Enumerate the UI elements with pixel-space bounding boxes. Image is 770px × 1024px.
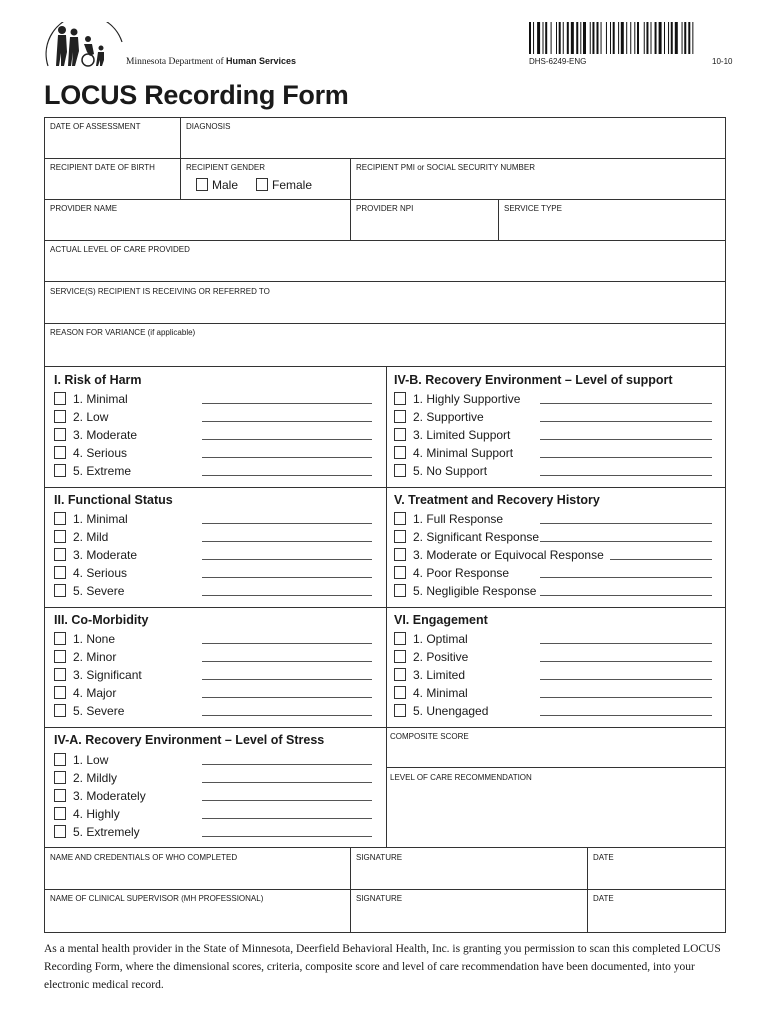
diagnosis-field[interactable]: DIAGNOSIS	[186, 122, 231, 131]
section-title: IV-B. Recovery Environment – Level of support	[394, 373, 673, 387]
option-row[interactable]	[54, 702, 374, 720]
option-row[interactable]	[394, 702, 714, 720]
supervisor-signature-field[interactable]: SIGNATURE	[356, 894, 403, 903]
option-row[interactable]	[394, 564, 714, 582]
provider-name-field[interactable]: PROVIDER NAME	[50, 204, 118, 213]
composite-score-field[interactable]: COMPOSITE SCORE	[390, 732, 469, 741]
option-checkbox[interactable]	[54, 825, 66, 838]
option-row[interactable]	[54, 751, 374, 769]
option-label: 2. Supportive	[413, 410, 484, 424]
option-label: 3. Limited	[413, 668, 466, 682]
option-checkbox[interactable]	[54, 789, 66, 802]
option-label: 4. Minimal	[413, 686, 468, 700]
option-row[interactable]	[54, 546, 374, 564]
option-row[interactable]	[54, 462, 374, 480]
gender-female-label: Female	[272, 178, 313, 192]
option-row[interactable]	[54, 444, 374, 462]
date-of-assessment-field[interactable]: DATE OF ASSESSMENT	[50, 122, 141, 131]
option-label: 4. Major	[73, 686, 117, 700]
option-checkbox[interactable]	[394, 446, 406, 459]
page-title: LOCUS Recording Form	[44, 80, 349, 110]
option-checkbox[interactable]	[394, 668, 406, 681]
option-row[interactable]	[394, 426, 714, 444]
option-row[interactable]	[394, 390, 714, 408]
option-label: 2. Significant Response	[413, 530, 540, 544]
option-row[interactable]	[394, 630, 714, 648]
option-label: 4. Minimal Support	[413, 446, 514, 460]
option-row[interactable]	[54, 564, 374, 582]
option-checkbox[interactable]	[54, 410, 66, 423]
option-row[interactable]	[54, 805, 374, 823]
option-checkbox[interactable]	[394, 512, 406, 525]
section-title: II. Functional Status	[54, 493, 173, 507]
option-label: 3. Moderately	[73, 789, 146, 803]
option-label: 3. Moderate	[73, 428, 138, 442]
option-checkbox[interactable]	[394, 410, 406, 423]
option-checkbox[interactable]	[54, 512, 66, 525]
permission-note: As a mental health provider in the State of Minnesota, Deerfield Behavioral Health, Inc. is granting you permission to scan this completed LOCUS Recording Form, where the dimensional scores, criteria, composite score and level of care recommendation have been documented, into your electronic medical record.	[44, 943, 721, 991]
dhs-logo	[44, 22, 124, 68]
reason-for-variance-field[interactable]: REASON FOR VARIANCE (if applicable)	[50, 328, 196, 337]
option-label: 2. Positive	[413, 650, 469, 664]
option-row[interactable]	[394, 648, 714, 666]
barcode	[529, 22, 743, 54]
option-label: 4. Highly	[73, 807, 120, 821]
section-title: VI. Engagement	[394, 613, 488, 627]
option-label: 5. No Support	[413, 464, 488, 478]
option-row[interactable]	[394, 510, 714, 528]
option-checkbox[interactable]	[54, 668, 66, 681]
option-label: 5. Severe	[73, 584, 125, 598]
option-checkbox[interactable]	[54, 392, 66, 405]
option-checkbox[interactable]	[54, 807, 66, 820]
option-row[interactable]	[394, 582, 714, 600]
provider-npi-field[interactable]: PROVIDER NPI	[356, 204, 414, 213]
option-label: 3. Moderate or Equivocal Response	[413, 548, 604, 562]
option-row[interactable]	[54, 528, 374, 546]
option-label: 2. Mildly	[73, 771, 118, 785]
option-label: 2. Minor	[73, 650, 117, 664]
option-label: 5. Unengaged	[413, 704, 489, 718]
option-row[interactable]	[394, 666, 714, 684]
option-row[interactable]	[54, 408, 374, 426]
option-row[interactable]	[394, 546, 714, 564]
option-label: 4. Serious	[73, 566, 128, 580]
option-label: 4. Poor Response	[413, 566, 510, 580]
form-id: DHS-6249-ENG	[529, 57, 587, 66]
option-checkbox[interactable]	[394, 530, 406, 543]
supervisor-date-field[interactable]: DATE	[593, 894, 614, 903]
option-label: 3. Moderate	[73, 548, 138, 562]
option-checkbox[interactable]	[394, 704, 406, 717]
recipient-dob-field[interactable]: RECIPIENT DATE OF BIRTH	[50, 163, 155, 172]
option-row[interactable]	[394, 444, 714, 462]
option-checkbox[interactable]	[394, 650, 406, 663]
option-checkbox[interactable]	[54, 632, 66, 645]
level-of-care-recommendation-field[interactable]: LEVEL OF CARE RECOMMENDATION	[390, 773, 532, 782]
section-title: IV-A. Recovery Environment – Level of Stress	[54, 733, 325, 747]
option-checkbox[interactable]	[54, 548, 66, 561]
gender-male-label: Male	[212, 178, 239, 192]
option-checkbox[interactable]	[54, 584, 66, 597]
form-date: 10-10	[712, 57, 733, 66]
option-checkbox[interactable]	[54, 650, 66, 663]
option-checkbox[interactable]	[394, 584, 406, 597]
service-type-field[interactable]: SERVICE TYPE	[504, 204, 562, 213]
option-checkbox[interactable]	[54, 464, 66, 477]
option-row[interactable]	[54, 823, 374, 841]
option-checkbox[interactable]	[394, 686, 406, 699]
option-row[interactable]	[54, 648, 374, 666]
section-title: V. Treatment and Recovery History	[394, 493, 600, 507]
option-row[interactable]	[54, 684, 374, 702]
option-checkbox[interactable]	[54, 446, 66, 459]
section-title: I. Risk of Harm	[54, 373, 142, 387]
recipient-pmi-field[interactable]: RECIPIENT PMI or SOCIAL SECURITY NUMBER	[356, 163, 535, 172]
clinical-supervisor-field[interactable]: NAME OF CLINICAL SUPERVISOR (MH PROFESSIONAL)	[50, 894, 264, 903]
option-label: 1. Full Response	[413, 512, 504, 526]
option-label: 5. Extreme	[73, 464, 132, 478]
option-row[interactable]	[394, 408, 714, 426]
option-label: 5. Negligible Response	[413, 584, 537, 598]
option-label: 3. Limited Support	[413, 428, 511, 442]
option-row[interactable]	[54, 426, 374, 444]
option-checkbox[interactable]	[394, 428, 406, 441]
agency-name: Minnesota Department of Human Services	[126, 56, 297, 67]
option-row[interactable]	[54, 630, 374, 648]
gender-female-checkbox[interactable]	[256, 178, 268, 191]
option-checkbox[interactable]	[54, 428, 66, 441]
option-checkbox[interactable]	[54, 530, 66, 543]
section-title: III. Co-Morbidity	[54, 613, 149, 627]
option-row[interactable]	[394, 684, 714, 702]
option-checkbox[interactable]	[394, 632, 406, 645]
option-checkbox[interactable]	[394, 392, 406, 405]
option-label: 1. Minimal	[73, 392, 128, 406]
option-label: 1. Optimal	[413, 632, 468, 646]
option-row[interactable]	[54, 582, 374, 600]
option-row[interactable]	[54, 769, 374, 787]
option-row[interactable]	[394, 528, 714, 546]
gender-male-checkbox[interactable]	[196, 178, 208, 191]
actual-level-of-care-field[interactable]: ACTUAL LEVEL OF CARE PROVIDED	[50, 245, 190, 254]
services-receiving-field[interactable]: SERVICE(S) RECIPIENT IS RECEIVING OR REFERRED TO	[50, 287, 270, 296]
option-row[interactable]	[54, 510, 374, 528]
option-row[interactable]	[54, 666, 374, 684]
recipient-gender-label: RECIPIENT GENDER	[186, 163, 265, 172]
option-checkbox[interactable]	[54, 566, 66, 579]
option-checkbox[interactable]	[54, 686, 66, 699]
option-label: 1. None	[73, 632, 116, 646]
date-field[interactable]: DATE	[593, 853, 614, 862]
option-checkbox[interactable]	[54, 704, 66, 717]
option-label: 4. Serious	[73, 446, 128, 460]
option-row[interactable]	[54, 390, 374, 408]
option-row[interactable]	[394, 462, 714, 480]
option-label: 3. Significant	[73, 668, 142, 682]
option-row[interactable]	[54, 787, 374, 805]
option-label: 1. Minimal	[73, 512, 128, 526]
option-label: 1. Low	[73, 753, 109, 767]
option-checkbox[interactable]	[394, 548, 406, 561]
option-checkbox[interactable]	[394, 566, 406, 579]
option-label: 5. Extremely	[73, 825, 140, 839]
option-label: 2. Low	[73, 410, 109, 424]
option-label: 1. Highly Supportive	[413, 392, 521, 406]
option-checkbox[interactable]	[54, 753, 66, 766]
option-checkbox[interactable]	[394, 464, 406, 477]
option-checkbox[interactable]	[54, 771, 66, 784]
option-label: 2. Mild	[73, 530, 109, 544]
signature-field[interactable]: SIGNATURE	[356, 853, 403, 862]
name-credentials-field[interactable]: NAME AND CREDENTIALS OF WHO COMPLETED	[50, 853, 238, 862]
option-label: 5. Severe	[73, 704, 125, 718]
